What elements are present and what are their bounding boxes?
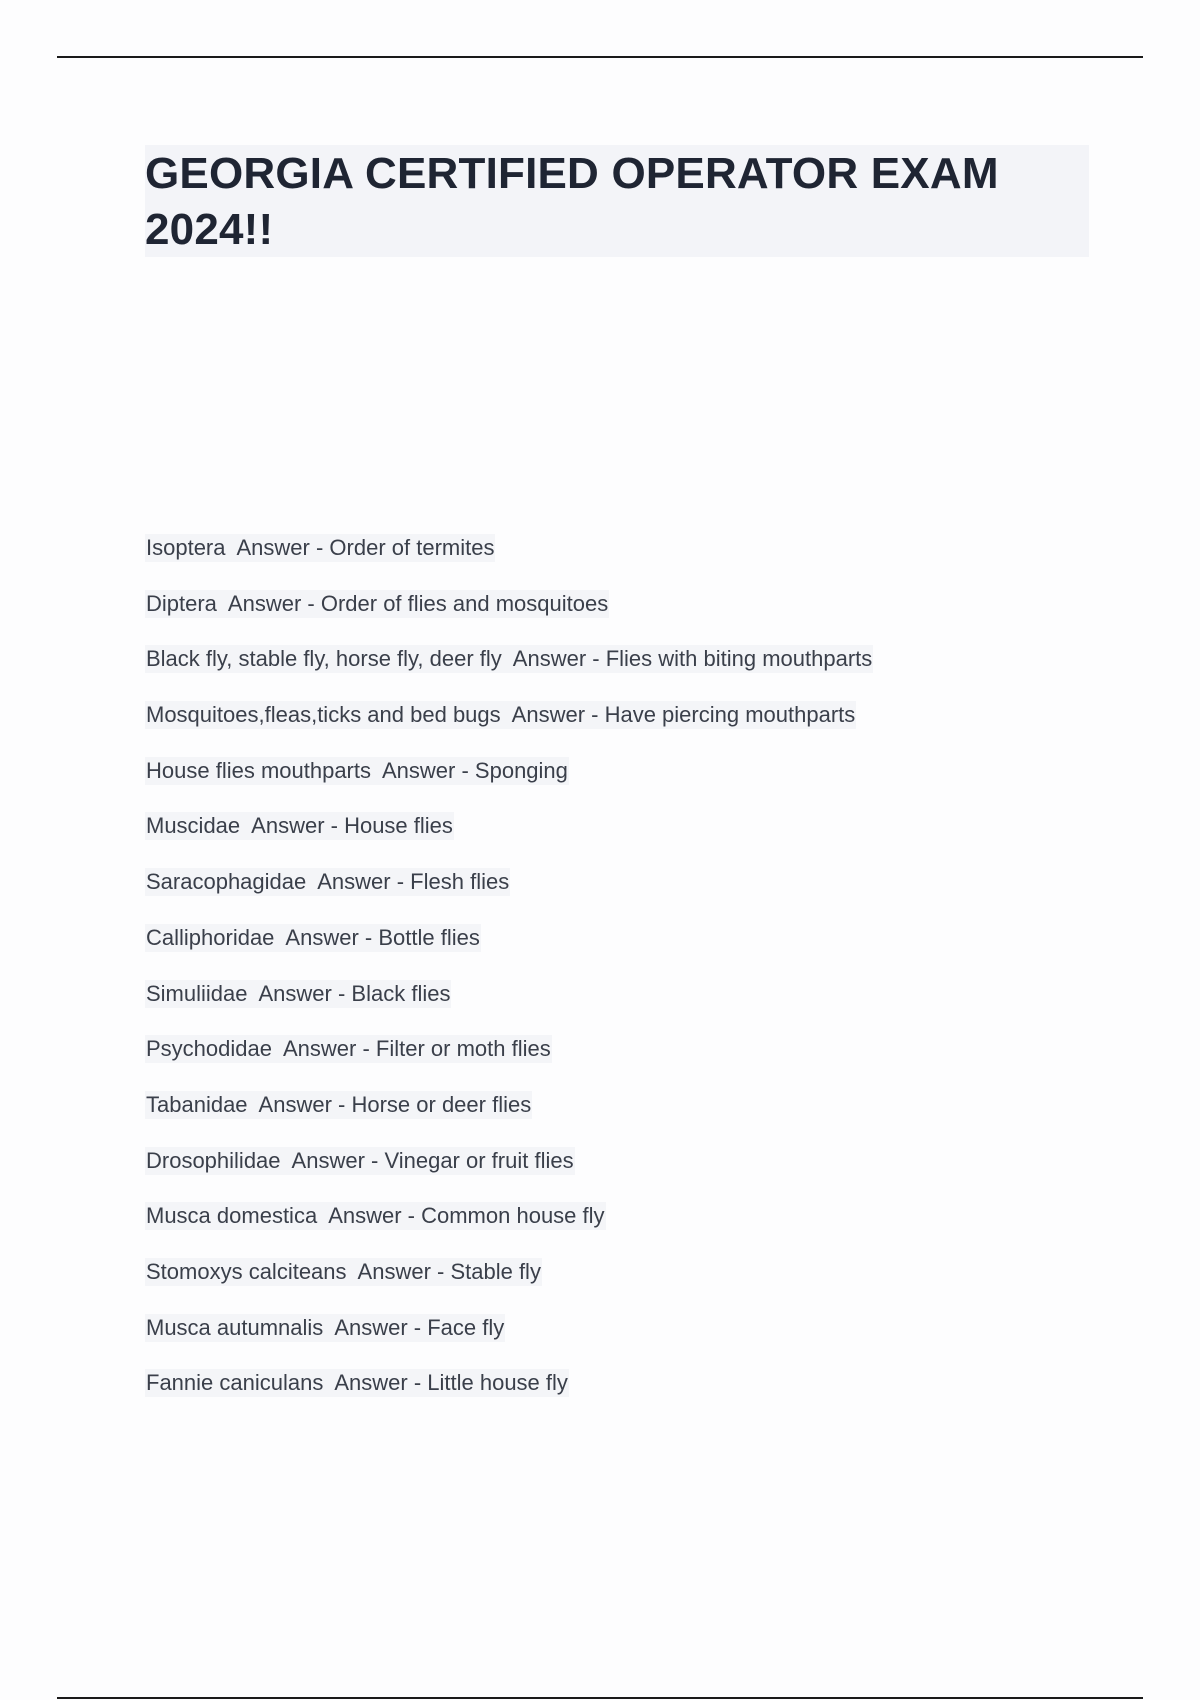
qa-separator: Answer - (247, 1091, 352, 1117)
qa-item (145, 1258, 873, 1314)
qa-separator: Answer - (225, 535, 330, 560)
qa-separator: Answer - (501, 646, 606, 672)
qa-answer: Order of flies and mosquitoes (320, 590, 609, 616)
qa-item (145, 980, 873, 1036)
qa-answer: Order of termites (329, 535, 495, 560)
qa-separator: Answer - (371, 757, 475, 783)
qa-term: Psychodidae (146, 1036, 272, 1062)
qa-separator: Answer - (271, 1036, 376, 1062)
qa-term: Stomoxys calciteans (146, 1258, 347, 1284)
qa-separator: Answer - (346, 1258, 451, 1284)
qa-answer: Horse or deer flies (351, 1091, 532, 1117)
qa-separator: Answer - (317, 1203, 422, 1229)
top-rule (57, 56, 1143, 58)
qa-item (145, 812, 873, 868)
qa-separator: Answer - (274, 924, 379, 950)
bottom-rule (57, 1697, 1143, 1699)
qa-answer: Face fly (427, 1314, 505, 1340)
qa-separator: Answer - (306, 869, 411, 895)
qa-item (145, 534, 873, 590)
qa-text (145, 1369, 569, 1397)
qa-answer: Flesh flies (410, 869, 510, 895)
qa-term: Musca domestica (146, 1203, 318, 1229)
qa-item (145, 1091, 873, 1147)
qa-answer: Flies with biting mouthparts (605, 646, 873, 672)
qa-separator: Answer - (280, 1147, 385, 1173)
qa-separator: Answer - (323, 1370, 428, 1396)
qa-text (145, 1202, 606, 1230)
qa-separator: Answer - (500, 702, 605, 728)
qa-text (145, 701, 856, 729)
qa-item (145, 1314, 873, 1370)
qa-term: Diptera (146, 590, 217, 616)
qa-separator: Answer - (247, 980, 352, 1006)
qa-item (145, 1202, 873, 1258)
qa-answer: Stable fly (450, 1258, 541, 1284)
qa-term: Muscidae (146, 813, 241, 839)
qa-text (145, 868, 510, 896)
qa-item (145, 701, 873, 757)
qa-term: Simuliidae (146, 980, 248, 1006)
qa-answer: House flies (344, 813, 453, 839)
qa-text (145, 757, 569, 785)
qa-separator: Answer - (323, 1314, 428, 1340)
qa-text (145, 924, 481, 952)
qa-term: Black fly, stable fly, horse fly, deer fly (146, 646, 502, 672)
qa-term: Fannie caniculans (146, 1370, 324, 1396)
qa-answer: Sponging (474, 757, 568, 783)
qa-text (145, 1147, 575, 1175)
qa-text (145, 1314, 505, 1342)
qa-term: Musca autumnalis (146, 1314, 324, 1340)
qa-text (145, 980, 451, 1008)
qa-separator: Answer - (240, 813, 345, 839)
qa-term: Calliphoridae (146, 924, 275, 950)
qa-text (145, 812, 454, 840)
qa-answer: Black flies (351, 980, 451, 1006)
qa-term: House flies mouthparts (146, 757, 371, 783)
qa-answer: Common house fly (421, 1203, 605, 1229)
qa-item (145, 868, 873, 924)
qa-text (145, 1258, 542, 1286)
qa-item (145, 924, 873, 980)
qa-term: Isoptera (146, 535, 226, 560)
qa-term: Mosquitoes,fleas,ticks and bed bugs (146, 702, 501, 728)
qa-item (145, 590, 873, 646)
qa-text (145, 1091, 532, 1119)
qa-item (145, 1369, 873, 1425)
qa-term: Drosophilidae (146, 1147, 281, 1173)
qa-text (145, 534, 495, 562)
qa-answer: Filter or moth flies (375, 1036, 551, 1062)
qa-answer: Bottle flies (378, 924, 480, 950)
qa-answer: Vinegar or fruit flies (384, 1147, 574, 1173)
qa-text (145, 590, 609, 618)
qa-answer: Have piercing mouthparts (604, 702, 856, 728)
qa-answer: Little house fly (427, 1370, 568, 1396)
qa-item (145, 1147, 873, 1203)
qa-text (145, 1035, 552, 1063)
qa-item (145, 757, 873, 813)
qa-list (145, 534, 873, 1425)
qa-text (145, 645, 873, 673)
qa-term: Tabanidae (146, 1091, 248, 1117)
qa-item (145, 645, 873, 701)
qa-term: Saracophagidae (146, 869, 307, 895)
document-title: GEORGIA CERTIFIED OPERATOR EXAM 2024!! (145, 149, 999, 254)
qa-separator: Answer - (216, 590, 321, 616)
qa-item (145, 1035, 873, 1091)
